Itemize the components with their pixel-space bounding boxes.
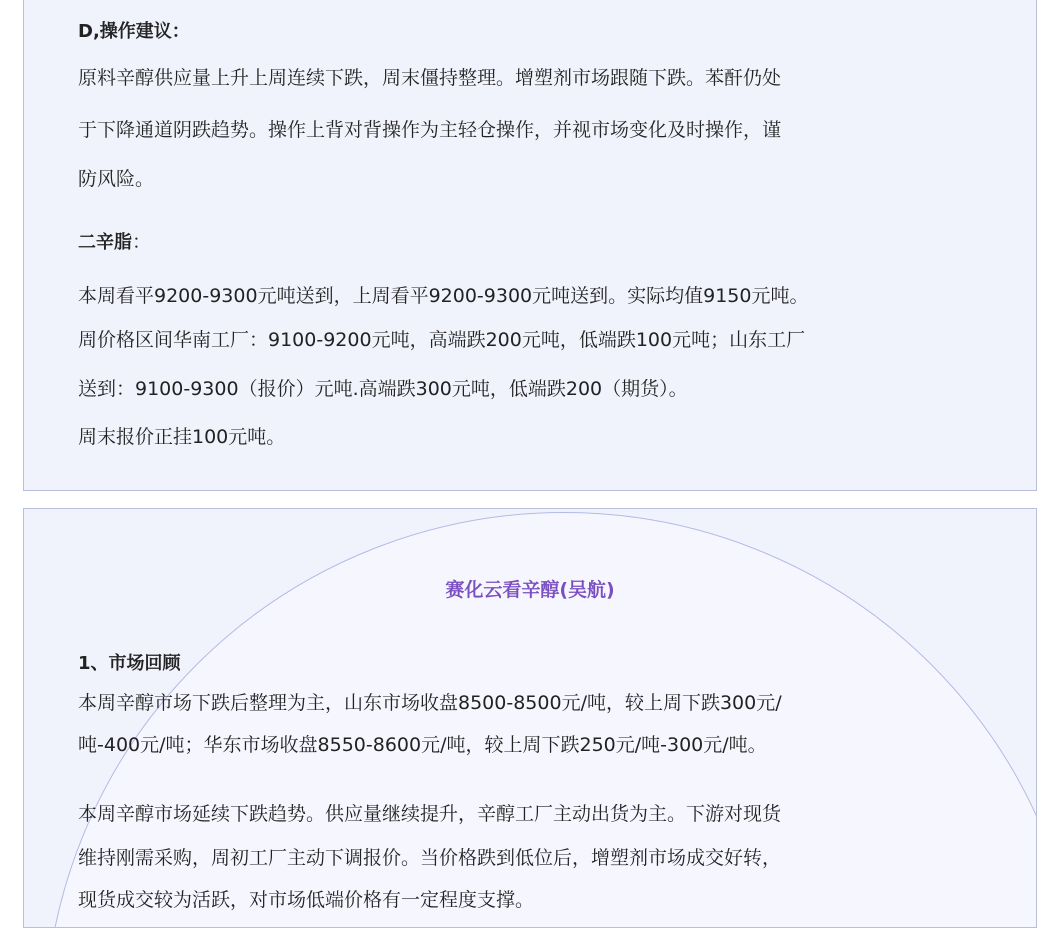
market-review-heading: 1、市场回顾 bbox=[78, 653, 181, 674]
resin-line-1: 本周看平9200-9300元吨送到，上周看平9200-9300元吨送到。实际均值9150元吨。 bbox=[78, 285, 809, 307]
resin-line-3: 送到：9100-9300（报价）元吨.高端跌300元吨，低端跌200（期货）。 bbox=[78, 378, 688, 400]
review-line-1: 本周辛醇市场下跌后整理为主，山东市场收盘8500-8500元/吨，较上周下跌300元/ bbox=[78, 692, 782, 714]
review-line-2: 吨-400元/吨；华东市场收盘8550-8600元/吨，较上周下跌250元/吨-300元/吨。 bbox=[78, 734, 767, 756]
resin-line-2: 周价格区间华南工厂：9100-9200元吨，高端跌200元吨，低端跌100元吨；山东工厂 bbox=[78, 329, 806, 351]
analysis-line-3: 现货成交较为活跃，对市场低端价格有一定程度支撑。 bbox=[78, 889, 535, 911]
resin-heading: 二辛脂 bbox=[78, 232, 132, 253]
section-d-heading: D,操作建议： bbox=[78, 21, 190, 42]
resin-heading-suffix: ： bbox=[132, 231, 152, 253]
resin-heading-row bbox=[78, 224, 151, 261]
section-d-line-2: 于下降通道阴跌趋势。操作上背对背操作为主轻仓操作，并视市场变化及时操作，谨 bbox=[78, 119, 782, 141]
analysis-line-2: 维持刚需采购，周初工厂主动下调报价。当价格跌到低位后，增塑剂市场成交好转， bbox=[78, 847, 782, 869]
section-d-line-1: 原料辛醇供应量上升上周连续下跌，周末僵持整理。增塑剂市场跟随下跌。苯酐仍处 bbox=[78, 67, 782, 89]
octanol-panel-title: 赛化云看辛醇(吴航) bbox=[445, 579, 615, 601]
section-d-line-3: 防风险。 bbox=[78, 168, 155, 190]
analysis-line-1: 本周辛醇市场延续下跌趋势。供应量继续提升，辛醇工厂主动出货为主。下游对现货 bbox=[78, 803, 782, 825]
resin-line-4: 周末报价正挂100元吨。 bbox=[78, 426, 286, 448]
